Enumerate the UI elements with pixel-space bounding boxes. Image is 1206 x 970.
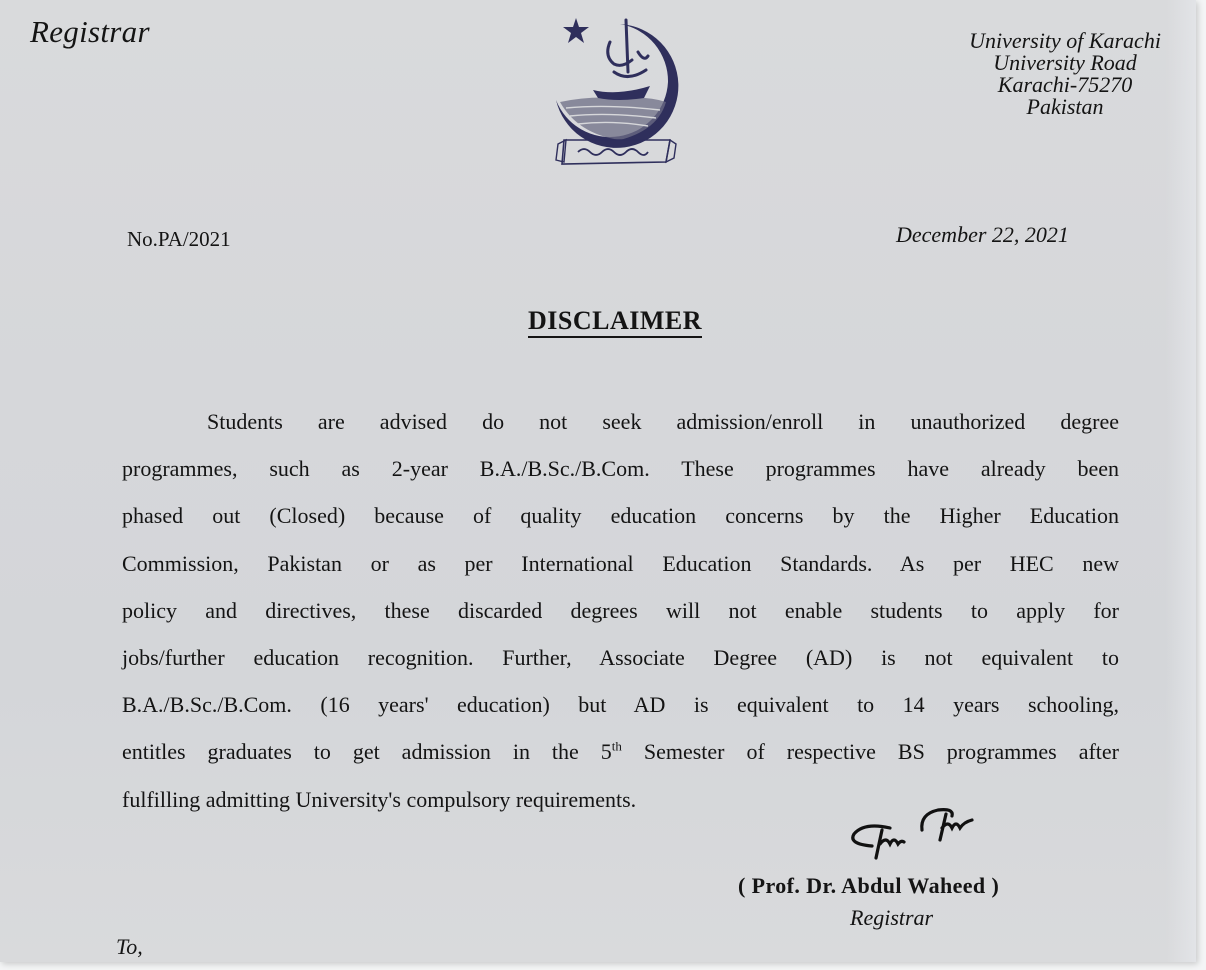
boat-icon <box>593 86 650 100</box>
body-line-text: Semester of respective BS programmes after <box>621 739 1119 765</box>
body-line: jobs/further education recognition. Further, Associate Degree (AD) is not equivalent to <box>122 644 1119 670</box>
ordinal-suffix: th <box>611 738 622 754</box>
signatory-designation: Registrar <box>850 905 934 930</box>
address-line: University Road <box>993 50 1137 75</box>
body-line <box>122 728 1119 775</box>
office-heading: Registrar <box>30 14 150 49</box>
address-line: University of Karachi <box>969 28 1161 53</box>
body-line: phased out (Closed) because of quality education concerns by the Higher Education <box>122 503 1119 529</box>
university-address <box>925 30 1205 118</box>
reference-number: No.PA/2021 <box>127 227 231 251</box>
university-logo <box>548 12 688 170</box>
address-line: Karachi-75270 <box>997 72 1133 97</box>
crescent-star-emblem-icon <box>548 12 688 170</box>
registrar-signature <box>842 800 1002 868</box>
body-line: B.A./B.Sc./B.Com. (16 years' education) but AD is equivalent to 14 years schooling, <box>122 692 1119 718</box>
signature-icon <box>842 800 1002 868</box>
signatory-name: ( Prof. Dr. Abdul Waheed ) <box>738 873 1000 898</box>
address-line: Pakistan <box>1026 94 1104 119</box>
body-line: policy and directives, these discarded degrees will not enable students to apply for <box>122 597 1119 623</box>
star-icon <box>563 18 589 43</box>
body-line: programmes, such as 2-year B.A./B.Sc./B.Com. These programmes have already been <box>122 456 1119 482</box>
document-title-text: DISCLAIMER <box>528 306 702 338</box>
disclaimer-body <box>122 398 1119 823</box>
recipient-salutation: To, <box>116 934 143 959</box>
body-line: Students are advised do not seek admission/enroll in unauthorized degree <box>207 409 1119 434</box>
body-line: Commission, Pakistan or as per International Education Standards. As per HEC new <box>122 550 1119 576</box>
body-line: fulfilling admitting University's compulsory requirements. <box>122 786 637 812</box>
body-line-text: entitles graduates to get admission in the 5 <box>122 739 612 765</box>
document-title <box>0 306 1206 336</box>
letter-date: December 22, 2021 <box>896 222 1069 247</box>
